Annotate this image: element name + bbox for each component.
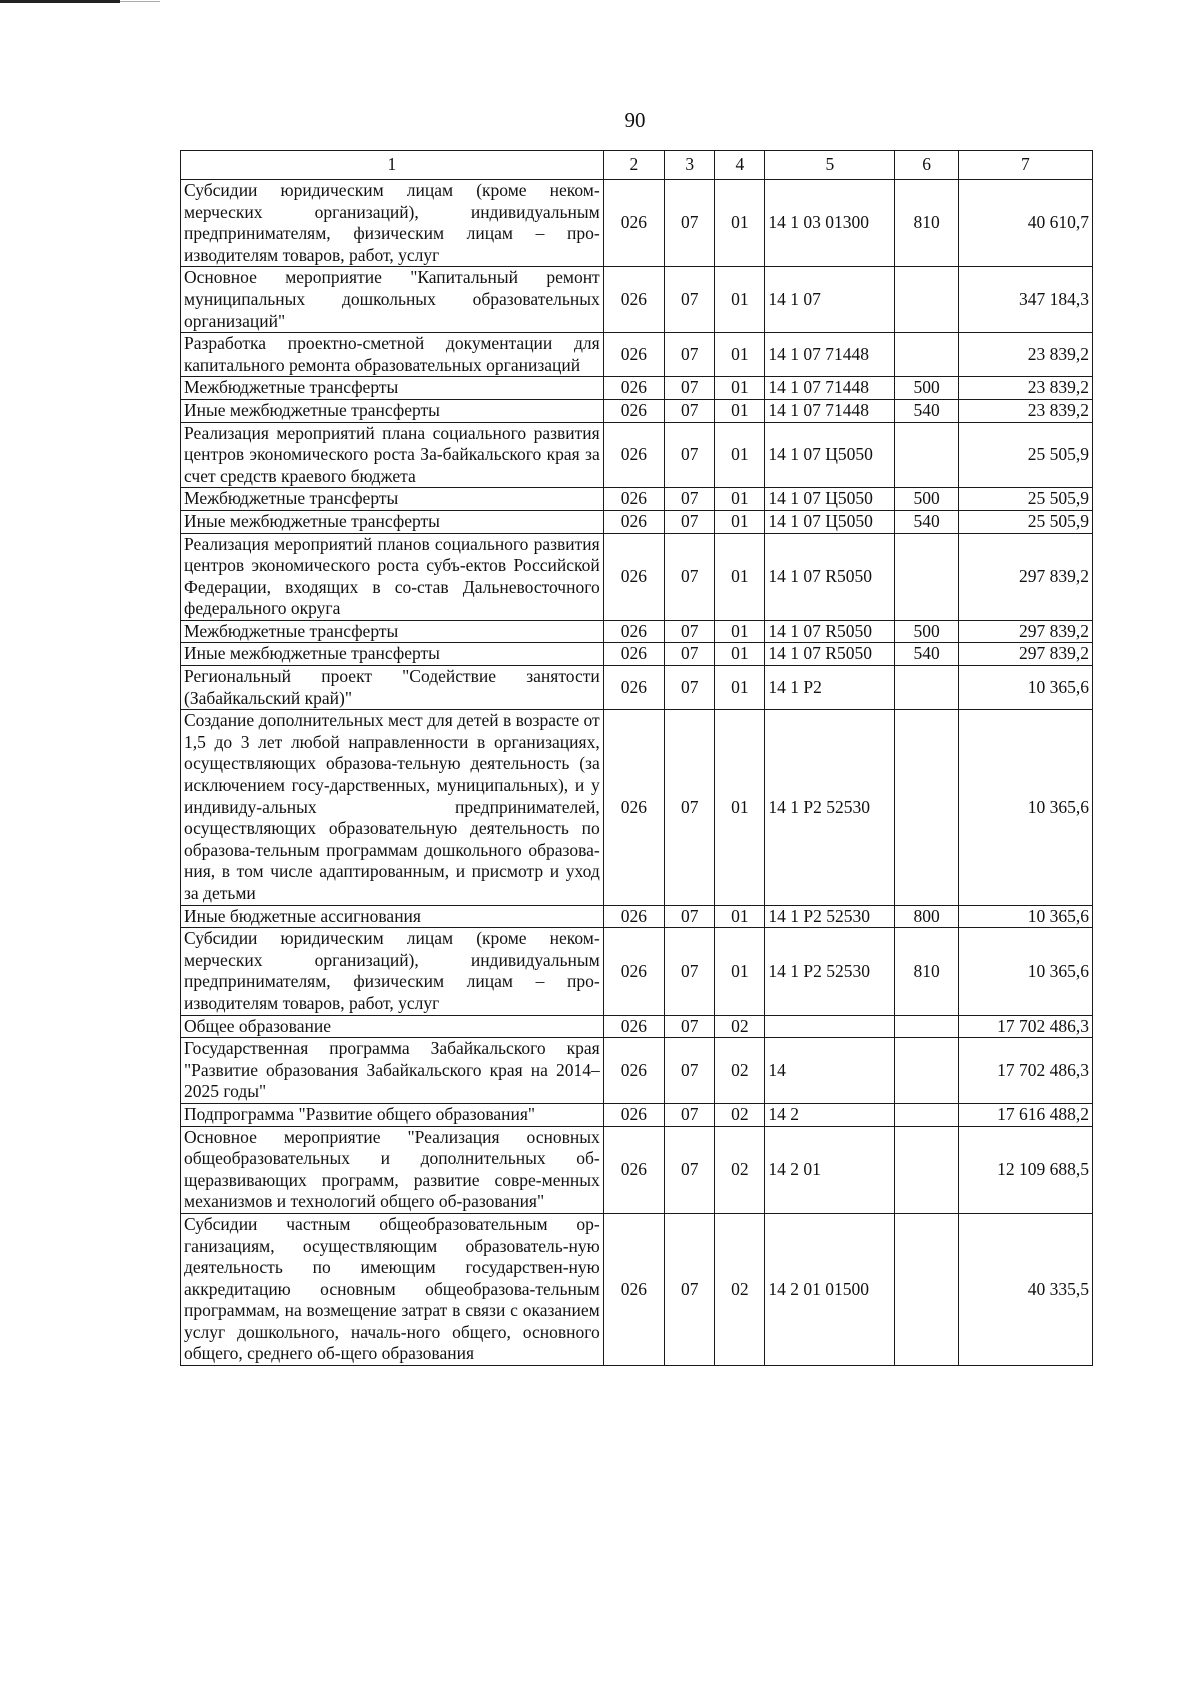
row-name-cell: Субсидии юридическим лицам (кроме неком-мерческих организаций), индивидуальным предпринимателям, физическим лицам – про-изводителям товаров, работ, услуг bbox=[181, 928, 604, 1015]
table-row bbox=[181, 928, 1093, 1015]
table-row bbox=[181, 533, 1093, 620]
expense-type-cell: 500 bbox=[895, 620, 958, 643]
subsection-cell: 01 bbox=[715, 928, 765, 1015]
row-name-cell: Субсидии частным общеобразовательным ор-ганизациям, осуществляющим образователь-ную деятельность по имеющим государствен-ную аккредитацию основным общеобразова-тельным программам, на возмещение затрат в связи с оказанием услуг дошкольного, началь-ного общего, основного общего, среднего об-щего образования bbox=[181, 1213, 604, 1365]
header-cell: 5 bbox=[765, 151, 895, 180]
row-name-cell: Иные бюджетные ассигнования bbox=[181, 905, 604, 928]
section-cell: 07 bbox=[665, 333, 715, 377]
target-article-cell: 14 1 07 Ц5050 bbox=[765, 510, 895, 533]
page-number: 90 bbox=[624, 108, 646, 132]
amount-cell: 25 505,9 bbox=[958, 510, 1092, 533]
table-row bbox=[181, 422, 1093, 488]
amount-cell: 297 839,2 bbox=[958, 643, 1092, 666]
table-row bbox=[181, 1015, 1093, 1038]
expense-type-cell bbox=[895, 1126, 958, 1213]
ministry-code-cell: 026 bbox=[603, 1126, 664, 1213]
header-cell: 7 bbox=[958, 151, 1092, 180]
section-cell: 07 bbox=[665, 510, 715, 533]
ministry-code-cell: 026 bbox=[603, 422, 664, 488]
section-cell: 07 bbox=[665, 488, 715, 511]
ministry-code-cell: 026 bbox=[603, 488, 664, 511]
expense-type-cell: 540 bbox=[895, 643, 958, 666]
expense-type-cell bbox=[895, 333, 958, 377]
subsection-cell: 02 bbox=[715, 1015, 765, 1038]
target-article-cell: 14 1 07 R5050 bbox=[765, 533, 895, 620]
subsection-cell: 02 bbox=[715, 1103, 765, 1126]
ministry-code-cell: 026 bbox=[603, 333, 664, 377]
section-cell: 07 bbox=[665, 643, 715, 666]
section-cell: 07 bbox=[665, 905, 715, 928]
amount-cell: 17 702 486,3 bbox=[958, 1038, 1092, 1104]
ministry-code-cell: 026 bbox=[603, 1015, 664, 1038]
subsection-cell: 01 bbox=[715, 333, 765, 377]
table-row bbox=[181, 666, 1093, 710]
expense-type-cell: 540 bbox=[895, 510, 958, 533]
subsection-cell: 01 bbox=[715, 666, 765, 710]
expense-type-cell: 500 bbox=[895, 377, 958, 400]
section-cell: 07 bbox=[665, 928, 715, 1015]
target-article-cell: 14 1 07 bbox=[765, 267, 895, 333]
row-name-cell: Иные межбюджетные трансферты bbox=[181, 510, 604, 533]
amount-cell: 10 365,6 bbox=[958, 710, 1092, 905]
subsection-cell: 01 bbox=[715, 267, 765, 333]
subsection-cell: 01 bbox=[715, 488, 765, 511]
section-cell: 07 bbox=[665, 1213, 715, 1365]
amount-cell: 297 839,2 bbox=[958, 533, 1092, 620]
table-row bbox=[181, 905, 1093, 928]
section-cell: 07 bbox=[665, 666, 715, 710]
expense-type-cell bbox=[895, 1015, 958, 1038]
expense-type-cell: 540 bbox=[895, 399, 958, 422]
header-cell: 6 bbox=[895, 151, 958, 180]
table-body bbox=[181, 180, 1093, 1366]
amount-cell: 10 365,6 bbox=[958, 905, 1092, 928]
row-name-cell: Основное мероприятие "Капитальный ремонт муниципальных дошкольных образовательных организаций" bbox=[181, 267, 604, 333]
row-name-cell: Разработка проектно-сметной документации для капитального ремонта образовательных организаций bbox=[181, 333, 604, 377]
amount-cell: 17 616 488,2 bbox=[958, 1103, 1092, 1126]
ministry-code-cell: 026 bbox=[603, 620, 664, 643]
subsection-cell: 01 bbox=[715, 399, 765, 422]
subsection-cell: 01 bbox=[715, 643, 765, 666]
section-cell: 07 bbox=[665, 533, 715, 620]
target-article-cell: 14 2 bbox=[765, 1103, 895, 1126]
subsection-cell: 01 bbox=[715, 422, 765, 488]
ministry-code-cell: 026 bbox=[603, 1103, 664, 1126]
amount-cell: 25 505,9 bbox=[958, 422, 1092, 488]
ministry-code-cell: 026 bbox=[603, 643, 664, 666]
row-name-cell: Реализация мероприятий планов социального развития центров экономического роста субъ-ектов Российской Федерации, входящих в со-став Дальневосточного федерального округа bbox=[181, 533, 604, 620]
row-name-cell: Межбюджетные трансферты bbox=[181, 488, 604, 511]
target-article-cell: 14 1 P2 52530 bbox=[765, 710, 895, 905]
ministry-code-cell: 026 bbox=[603, 1213, 664, 1365]
subsection-cell: 01 bbox=[715, 905, 765, 928]
section-cell: 07 bbox=[665, 710, 715, 905]
table-row bbox=[181, 510, 1093, 533]
expense-type-cell bbox=[895, 710, 958, 905]
row-name-cell: Государственная программа Забайкальского края "Развитие образования Забайкальского края на 2014–2025 годы" bbox=[181, 1038, 604, 1104]
amount-cell: 17 702 486,3 bbox=[958, 1015, 1092, 1038]
expense-type-cell bbox=[895, 1038, 958, 1104]
table-row bbox=[181, 1038, 1093, 1104]
target-article-cell: 14 1 03 01300 bbox=[765, 180, 895, 267]
ministry-code-cell: 026 bbox=[603, 180, 664, 267]
section-cell: 07 bbox=[665, 1038, 715, 1104]
header-cell: 2 bbox=[603, 151, 664, 180]
table-row bbox=[181, 1213, 1093, 1365]
target-article-cell bbox=[765, 1015, 895, 1038]
target-article-cell: 14 1 07 R5050 bbox=[765, 643, 895, 666]
target-article-cell: 14 1 P2 bbox=[765, 666, 895, 710]
subsection-cell: 01 bbox=[715, 620, 765, 643]
table-row bbox=[181, 267, 1093, 333]
row-name-cell: Реализация мероприятий плана социального развития центров экономического роста За-байкальского края за счет средств краевого бюджета bbox=[181, 422, 604, 488]
section-cell: 07 bbox=[665, 267, 715, 333]
expense-type-cell: 800 bbox=[895, 905, 958, 928]
scan-edge-mark-faint bbox=[120, 1, 160, 2]
ministry-code-cell: 026 bbox=[603, 928, 664, 1015]
target-article-cell: 14 1 07 71448 bbox=[765, 377, 895, 400]
row-name-cell: Субсидии юридическим лицам (кроме неком-мерческих организаций), индивидуальным предпринимателям, физическим лицам – про-изводителям товаров, работ, услуг bbox=[181, 180, 604, 267]
section-cell: 07 bbox=[665, 1015, 715, 1038]
row-name-cell: Подпрограмма "Развитие общего образования" bbox=[181, 1103, 604, 1126]
ministry-code-cell: 026 bbox=[603, 267, 664, 333]
target-article-cell: 14 2 01 bbox=[765, 1126, 895, 1213]
ministry-code-cell: 026 bbox=[603, 710, 664, 905]
amount-cell: 23 839,2 bbox=[958, 377, 1092, 400]
row-name-cell: Иные межбюджетные трансферты bbox=[181, 643, 604, 666]
table-row bbox=[181, 643, 1093, 666]
amount-cell: 23 839,2 bbox=[958, 333, 1092, 377]
amount-cell: 297 839,2 bbox=[958, 620, 1092, 643]
subsection-cell: 01 bbox=[715, 710, 765, 905]
ministry-code-cell: 026 bbox=[603, 666, 664, 710]
subsection-cell: 02 bbox=[715, 1038, 765, 1104]
subsection-cell: 01 bbox=[715, 533, 765, 620]
target-article-cell: 14 1 07 71448 bbox=[765, 333, 895, 377]
ministry-code-cell: 026 bbox=[603, 533, 664, 620]
table-row bbox=[181, 377, 1093, 400]
table-row bbox=[181, 1126, 1093, 1213]
header-cell: 1 bbox=[181, 151, 604, 180]
table-row bbox=[181, 710, 1093, 905]
expense-type-cell: 500 bbox=[895, 488, 958, 511]
section-cell: 07 bbox=[665, 1126, 715, 1213]
target-article-cell: 14 1 P2 52530 bbox=[765, 905, 895, 928]
table-row bbox=[181, 399, 1093, 422]
expense-type-cell: 810 bbox=[895, 180, 958, 267]
amount-cell: 10 365,6 bbox=[958, 666, 1092, 710]
table-row bbox=[181, 620, 1093, 643]
row-name-cell: Создание дополнительных мест для детей в возрасте от 1,5 до 3 лет любой направленности в организациях, осуществляющих образова-тельную деятельность (за исключением госу-дарственных, муниципальных), и у индивиду-альных предпринимателей, осуществляющих образовательную деятельность по образова-тельным программам дошкольного образова-ния, в том числе адаптированным, и присмотр и уход за детьми bbox=[181, 710, 604, 905]
scan-edge-mark bbox=[0, 0, 120, 3]
target-article-cell: 14 1 07 R5050 bbox=[765, 620, 895, 643]
row-name-cell: Общее образование bbox=[181, 1015, 604, 1038]
target-article-cell: 14 2 01 01500 bbox=[765, 1213, 895, 1365]
header-cell: 4 bbox=[715, 151, 765, 180]
section-cell: 07 bbox=[665, 1103, 715, 1126]
section-cell: 07 bbox=[665, 399, 715, 422]
target-article-cell: 14 1 P2 52530 bbox=[765, 928, 895, 1015]
amount-cell: 40 335,5 bbox=[958, 1213, 1092, 1365]
table-row bbox=[181, 180, 1093, 267]
table-header-row bbox=[181, 151, 1093, 180]
subsection-cell: 01 bbox=[715, 510, 765, 533]
amount-cell: 23 839,2 bbox=[958, 399, 1092, 422]
ministry-code-cell: 026 bbox=[603, 905, 664, 928]
ministry-code-cell: 026 bbox=[603, 1038, 664, 1104]
target-article-cell: 14 1 07 71448 bbox=[765, 399, 895, 422]
ministry-code-cell: 026 bbox=[603, 377, 664, 400]
expense-type-cell bbox=[895, 666, 958, 710]
amount-cell: 25 505,9 bbox=[958, 488, 1092, 511]
section-cell: 07 bbox=[665, 422, 715, 488]
table-row bbox=[181, 333, 1093, 377]
expense-type-cell bbox=[895, 267, 958, 333]
subsection-cell: 02 bbox=[715, 1126, 765, 1213]
expense-type-cell bbox=[895, 1103, 958, 1126]
table-row bbox=[181, 1103, 1093, 1126]
section-cell: 07 bbox=[665, 620, 715, 643]
subsection-cell: 01 bbox=[715, 180, 765, 267]
budget-table bbox=[180, 150, 1093, 1366]
expense-type-cell: 810 bbox=[895, 928, 958, 1015]
amount-cell: 40 610,7 bbox=[958, 180, 1092, 267]
expense-type-cell bbox=[895, 1213, 958, 1365]
subsection-cell: 01 bbox=[715, 377, 765, 400]
row-name-cell: Межбюджетные трансферты bbox=[181, 377, 604, 400]
expense-type-cell bbox=[895, 422, 958, 488]
ministry-code-cell: 026 bbox=[603, 510, 664, 533]
ministry-code-cell: 026 bbox=[603, 399, 664, 422]
target-article-cell: 14 1 07 Ц5050 bbox=[765, 422, 895, 488]
row-name-cell: Основное мероприятие "Реализация основных общеобразовательных и дополнительных об-щеразвивающих программ, развитие совре-менных механизмов и технологий общего об-разования" bbox=[181, 1126, 604, 1213]
row-name-cell: Иные межбюджетные трансферты bbox=[181, 399, 604, 422]
row-name-cell: Межбюджетные трансферты bbox=[181, 620, 604, 643]
amount-cell: 10 365,6 bbox=[958, 928, 1092, 1015]
table-row bbox=[181, 488, 1093, 511]
section-cell: 07 bbox=[665, 180, 715, 267]
expense-type-cell bbox=[895, 533, 958, 620]
section-cell: 07 bbox=[665, 377, 715, 400]
row-name-cell: Региональный проект "Содействие занятости (Забайкальский край)" bbox=[181, 666, 604, 710]
target-article-cell: 14 1 07 Ц5050 bbox=[765, 488, 895, 511]
subsection-cell: 02 bbox=[715, 1213, 765, 1365]
amount-cell: 347 184,3 bbox=[958, 267, 1092, 333]
amount-cell: 12 109 688,5 bbox=[958, 1126, 1092, 1213]
target-article-cell: 14 bbox=[765, 1038, 895, 1104]
header-cell: 3 bbox=[665, 151, 715, 180]
